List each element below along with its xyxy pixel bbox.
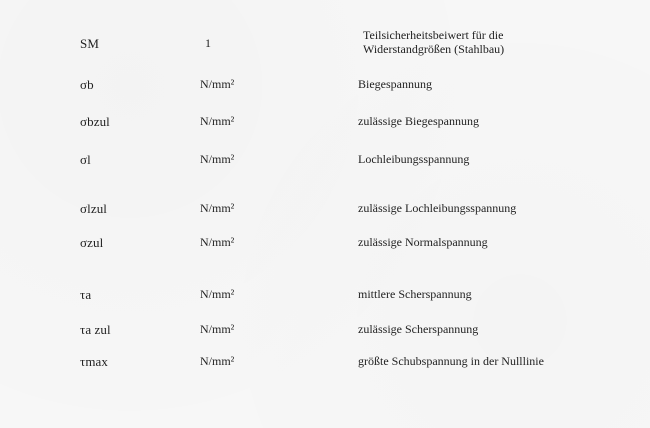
symbol-row-sigma-b — [0, 77, 650, 105]
symbol-sigma-l: σl — [80, 152, 91, 167]
symbol-sigma-b: σb — [80, 77, 94, 92]
unit-sigma-zul: N/mm² — [200, 235, 235, 249]
unit-sigma-lzul: N/mm² — [200, 201, 235, 215]
symbol-row-sigma-l — [0, 152, 650, 180]
description-sm-line2: Widerstandgrößen (Stahlbau) — [363, 42, 505, 56]
symbol-row-tau-a — [0, 287, 650, 315]
symbol-sm: SM — [80, 36, 99, 51]
symbol-tau-a-zul: τa zul — [80, 322, 111, 337]
symbol-sigma-bzul: σbzul — [80, 114, 110, 129]
description-sigma-l: Lochleibungsspannung — [358, 152, 470, 166]
symbol-row-sigma-zul — [0, 235, 650, 263]
description-sigma-lzul: zulässige Lochleibungsspannung — [358, 201, 517, 215]
description-tau-max: größte Schubspannung in der Nulllinie — [358, 354, 544, 368]
description-tau-a-zul: zulässige Scherspannung — [358, 322, 479, 336]
symbol-row-tau-a-zul — [0, 322, 650, 350]
description-sigma-b: Biegespannung — [358, 77, 432, 91]
unit-tau-a-zul: N/mm² — [200, 322, 235, 336]
symbol-row-sigma-bzul — [0, 114, 650, 142]
description-sigma-bzul: zulässige Biegespannung — [358, 114, 479, 128]
unit-sigma-b: N/mm² — [200, 77, 235, 91]
symbol-row-sigma-lzul — [0, 201, 650, 229]
symbol-row-sm — [0, 28, 650, 56]
symbol-tau-max: τmax — [80, 354, 109, 369]
unit-sigma-bzul: N/mm² — [200, 114, 235, 128]
symbol-row-tau-max — [0, 354, 650, 382]
symbol-sigma-zul: σzul — [80, 235, 104, 250]
unit-sm: 1 — [205, 36, 211, 50]
symbol-tau-a: τa — [80, 287, 92, 302]
unit-tau-a: N/mm² — [200, 287, 235, 301]
unit-sigma-l: N/mm² — [200, 152, 235, 166]
description-sm — [363, 28, 504, 56]
description-sm-line1: Teilsicherheitsbeiwert für die — [363, 28, 504, 42]
symbol-sigma-lzul: σlzul — [80, 201, 108, 216]
unit-tau-max: N/mm² — [200, 354, 235, 368]
description-sigma-zul: zulässige Normalspannung — [358, 235, 488, 249]
description-tau-a: mittlere Scherspannung — [358, 287, 472, 301]
